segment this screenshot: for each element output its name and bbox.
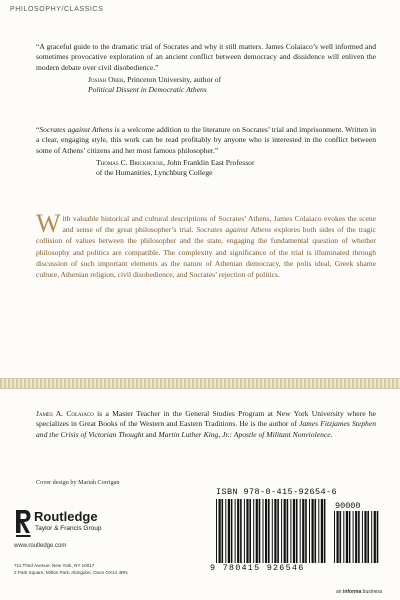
- publisher-url: www.routledge.com: [14, 543, 67, 549]
- reviewer-name: Josiah Ober: [88, 74, 124, 84]
- barcode-bar: [358, 511, 360, 563]
- barcode-bar: [265, 499, 267, 563]
- barcode-bar: [256, 499, 258, 563]
- drop-cap: W: [36, 209, 61, 238]
- book-description: With valuable historical and cultural descriptions of Socrates’ Athens, James Colaiaco evokes the scene and sense of the great philosopher’s trial. Socrates against Athens explores both sides of the tragic collision of values between the philosopher and the state, engaging the fundamental question of whether philosophy and politics are compatible. The complexity and significance of the trial is illuminated through discussion of such important elements as the nature of Athenian democracy, the polis ideal, Greek shame culture, Athenian religion, civil disobedience, and Socrates’ rejection of politics.: [36, 209, 376, 280]
- publisher-logo: [14, 507, 164, 567]
- barcode-bar: [371, 511, 372, 563]
- review-attribution: Josiah Ober, Princeton University, author of Political Dissent in Democratic Athens: [88, 74, 222, 95]
- barcode-bar: [249, 499, 251, 563]
- barcode-bar: [235, 499, 236, 563]
- barcode-bar: [244, 499, 245, 563]
- author-bio: James A. Colaiaco is a Master Teacher in the General Studies Program at New York University where he specializes in Great Books of the Western and Eastern Traditions. He is the author of James Fitzjames Stephen and the Crisis of Victorian Thought and Martin Luther King, Jr.: Apostle of Militant Nonviolence.: [36, 409, 377, 439]
- routledge-r-icon: [14, 509, 32, 541]
- barcode-bar: [343, 511, 344, 563]
- informa-tag: an informa business: [336, 589, 383, 595]
- review-blurb: [36, 125, 376, 178]
- barcode-addon-bars: [334, 511, 382, 563]
- review-blurb: [36, 42, 376, 95]
- price-code: 90000: [335, 501, 361, 511]
- barcode-bars: [216, 499, 328, 563]
- review-quote: “A graceful guide to the dramatic trial of Socrates and why it still matters. James Colaiaco’s well informed and sometimes provocative exploration of an ancient conflict between democracy and dissidence will enliven the modern debate over civil disobedience.”: [36, 42, 376, 72]
- reviewer-name: Thomas C. Brickhouse: [96, 157, 164, 167]
- barcode-bar: [268, 499, 270, 563]
- barcode-bar: [287, 499, 289, 563]
- barcode-bar: [340, 511, 342, 563]
- barcode-bar: [263, 499, 264, 563]
- barcode-bar: [219, 499, 221, 563]
- review-attribution: Thomas C. Brickhouse, John Franklin East Professor of the Humanities, Lynchburg College: [96, 157, 255, 178]
- cover-credit: Cover design by Mariah Corrigan: [36, 479, 120, 486]
- barcode-bar: [362, 511, 363, 563]
- barcode-bar: [231, 499, 233, 563]
- barcode-bar: [318, 499, 319, 563]
- barcode-bar: [228, 499, 230, 563]
- barcode-bar: [284, 499, 286, 563]
- book-title: Socrates against Athens: [196, 225, 272, 235]
- barcode-bar: [309, 499, 310, 563]
- barcode-bar: [293, 499, 295, 563]
- barcode-bar: [364, 511, 366, 563]
- barcode-bar: [225, 499, 226, 563]
- barcode-bar: [374, 511, 376, 563]
- barcode-bar: [321, 499, 323, 563]
- barcode-bar: [334, 511, 335, 563]
- barcode-bar: [346, 511, 348, 563]
- barcode-bar: [222, 499, 224, 563]
- decorative-divider: [0, 378, 400, 389]
- barcode-bar: [240, 499, 242, 563]
- barcode-bar: [272, 499, 273, 563]
- ean-digits: 9 780415 926546: [210, 563, 305, 573]
- publisher-group: Taylor & Francis Group: [35, 525, 102, 532]
- author-name: James A. Colaiaco: [36, 409, 94, 418]
- barcode-bar: [349, 511, 351, 563]
- barcode-bar: [312, 499, 314, 563]
- category-label: PHILOSOPHY/CLASSICS: [10, 6, 104, 13]
- barcode-bar: [259, 499, 261, 563]
- isbn-text: ISBN 978-0-415-92654-6: [216, 487, 338, 497]
- barcode-bar: [315, 499, 317, 563]
- barcode-bar: [337, 511, 339, 563]
- barcode-bar: [355, 511, 357, 563]
- barcode-bar: [324, 499, 326, 563]
- barcode-bar: [274, 499, 276, 563]
- barcode-bar: [305, 499, 307, 563]
- barcode-bar: [367, 511, 369, 563]
- publisher-address: 711 Third Avenue, New York, NY 10017 2 Park Square, Milton Park, Abingdon, Oxon OX14 4RN: [14, 563, 128, 575]
- barcode-bar: [253, 499, 254, 563]
- barcode-bar: [300, 499, 301, 563]
- barcode-bar: [216, 499, 217, 563]
- isbn-barcode: [210, 487, 390, 587]
- review-quote: “Socrates against Athens is a welcome addition to the literature on Socrates’ trial and imprisonment. Written in a clear, engaging style, this work can be read profitably by anyone who is interested in the conflict between some of Athens’ citizens and her most famous philosopher.”: [36, 125, 377, 155]
- reviewer-book: Political Dissent in Democratic Athens: [88, 85, 207, 95]
- barcode-bar: [353, 511, 354, 563]
- barcode-bar: [246, 499, 248, 563]
- barcode-bar: [281, 499, 282, 563]
- barcode-bar: [290, 499, 291, 563]
- barcode-bar: [237, 499, 239, 563]
- barcode-bar: [296, 499, 298, 563]
- barcode-bar: [277, 499, 279, 563]
- barcode-bar: [302, 499, 304, 563]
- barcode-bar: [377, 511, 379, 563]
- publisher-name: Routledge: [34, 509, 98, 524]
